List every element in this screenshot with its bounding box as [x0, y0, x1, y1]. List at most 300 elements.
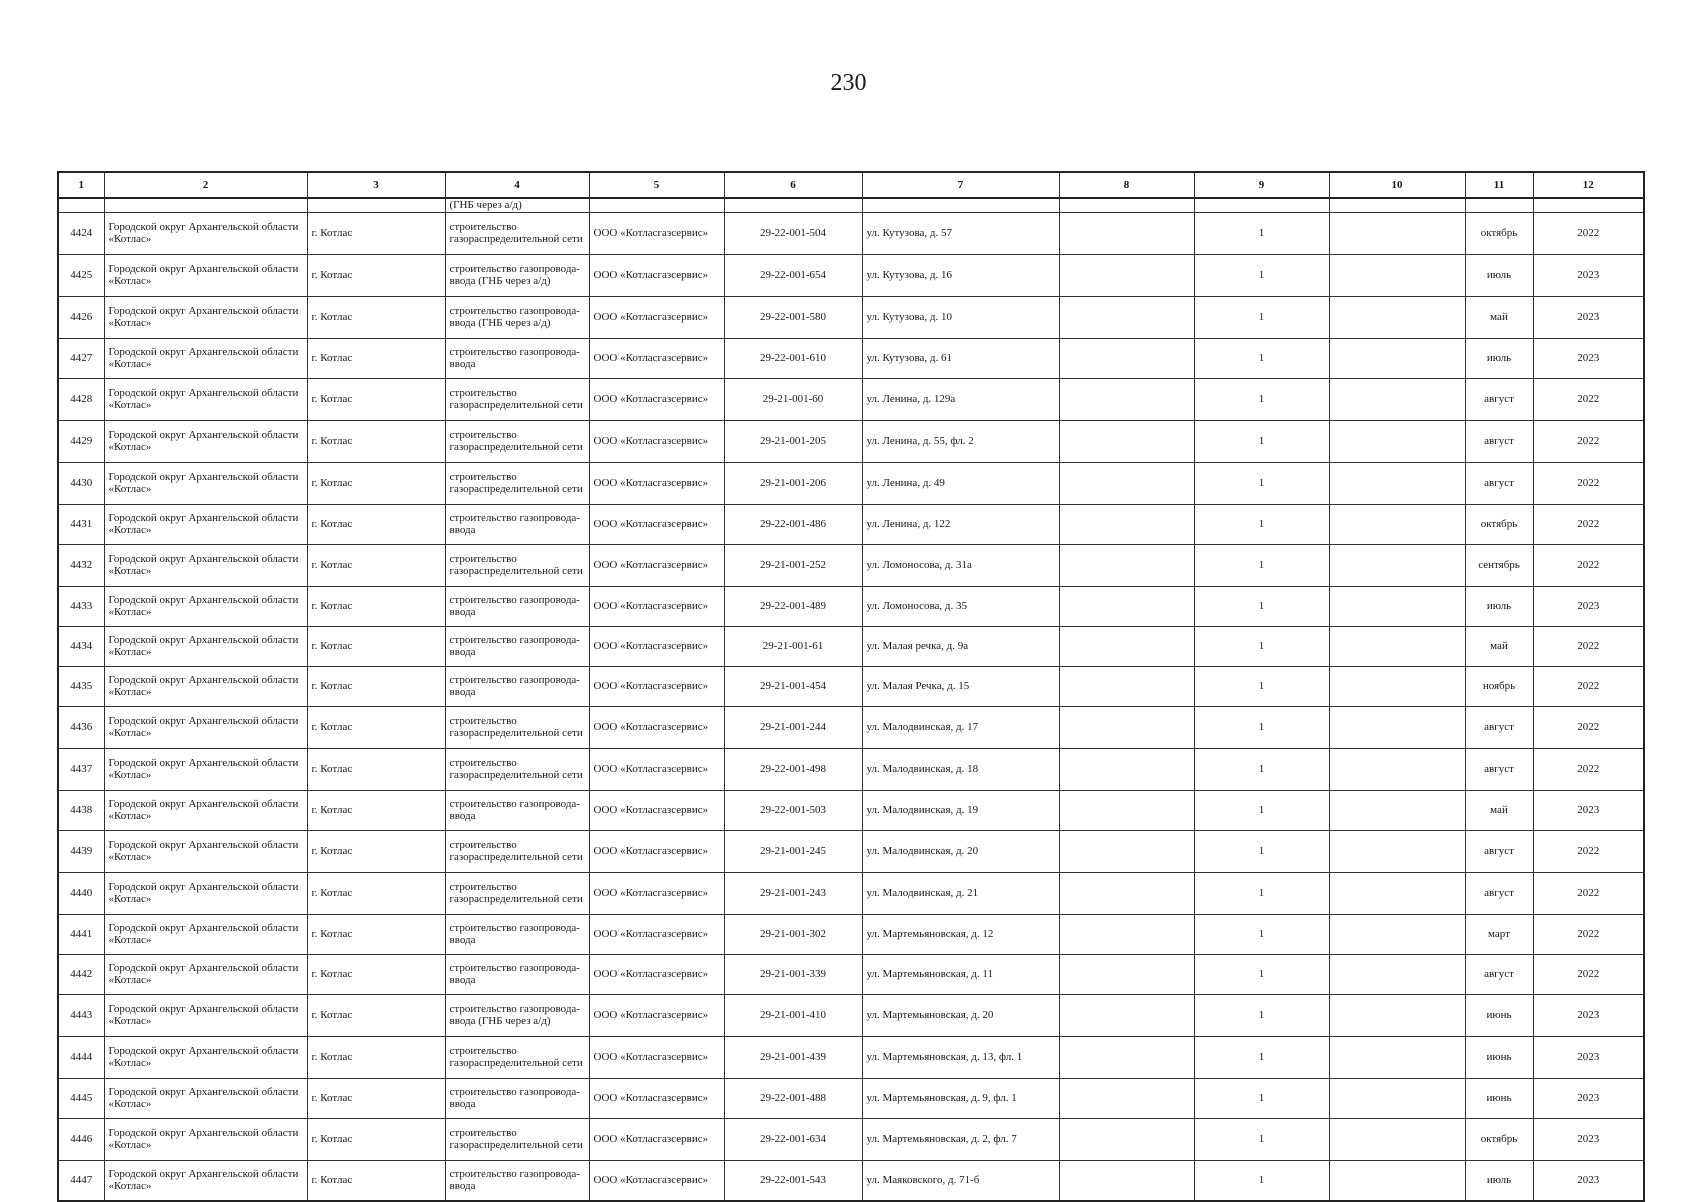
- address-cell: ул. Ленина, д. 129а: [862, 378, 1059, 420]
- object-code-cell: 29-21-001-339: [724, 954, 862, 994]
- work-type-cell: строительство газопровода-ввода: [445, 338, 589, 378]
- organization-cell: ООО «Котласгазсервис»: [589, 748, 724, 790]
- year-cell: 2022: [1533, 420, 1644, 462]
- table-body: [58, 198, 1644, 1201]
- work-type-cell: строительство газопровода-ввода: [445, 914, 589, 954]
- table-row: [58, 1118, 1644, 1160]
- quantity-cell: 1: [1194, 254, 1329, 296]
- object-code-cell: 29-22-001-488: [724, 1078, 862, 1118]
- month-cell: июль: [1465, 586, 1533, 626]
- city-cell: г. Котлас: [307, 1160, 445, 1201]
- row-number-cell: 4438: [58, 790, 104, 830]
- city-cell: г. Котлас: [307, 1118, 445, 1160]
- quantity-cell: 1: [1194, 462, 1329, 504]
- month-cell: август: [1465, 830, 1533, 872]
- year-cell: 2022: [1533, 626, 1644, 666]
- district-cell: Городской округ Архангельской области «Котлас»: [104, 504, 307, 544]
- address-cell: ул. Маяковского, д. 71-б: [862, 1160, 1059, 1201]
- col10-cell: [1329, 420, 1465, 462]
- district-cell: Городской округ Архангельской области «Котлас»: [104, 748, 307, 790]
- organization-cell: ООО «Котласгазсервис»: [589, 462, 724, 504]
- quantity-cell: 1: [1194, 1160, 1329, 1201]
- object-code-cell: 29-21-001-245: [724, 830, 862, 872]
- table-row: [58, 994, 1644, 1036]
- object-code-cell: 29-21-001-410: [724, 994, 862, 1036]
- col8-cell: [1059, 378, 1194, 420]
- year-cell: 2022: [1533, 954, 1644, 994]
- col8-cell: [1059, 872, 1194, 914]
- district-cell: Городской округ Архангельской области «Котлас»: [104, 212, 307, 254]
- year-cell: 2023: [1533, 586, 1644, 626]
- row-number-cell: 4426: [58, 296, 104, 338]
- address-cell: ул. Мартемьяновская, д. 12: [862, 914, 1059, 954]
- table-row: [58, 1036, 1644, 1078]
- object-code-cell: 29-21-001-302: [724, 914, 862, 954]
- month-cell: май: [1465, 626, 1533, 666]
- continuation-work-cell: (ГНБ через а/д): [445, 198, 589, 212]
- row-number-cell: 4446: [58, 1118, 104, 1160]
- quantity-cell: 1: [1194, 994, 1329, 1036]
- col10-cell: [1329, 666, 1465, 706]
- month-cell: май: [1465, 790, 1533, 830]
- year-cell: 2022: [1533, 830, 1644, 872]
- year-cell: 2023: [1533, 994, 1644, 1036]
- row-number-cell: 4430: [58, 462, 104, 504]
- organization-cell: ООО «Котласгазсервис»: [589, 1118, 724, 1160]
- month-cell: август: [1465, 420, 1533, 462]
- month-cell: июнь: [1465, 1078, 1533, 1118]
- col8-cell: [1059, 790, 1194, 830]
- row-number-cell: 4442: [58, 954, 104, 994]
- col10-cell: [1329, 1036, 1465, 1078]
- city-cell: г. Котлас: [307, 872, 445, 914]
- work-type-cell: строительство газопровода-ввода (ГНБ через а/д): [445, 994, 589, 1036]
- col8-cell: [1059, 420, 1194, 462]
- address-cell: ул. Ленина, д. 55, фл. 2: [862, 420, 1059, 462]
- work-type-cell: строительство газопровода-ввода: [445, 954, 589, 994]
- year-cell: 2023: [1533, 790, 1644, 830]
- month-cell: июнь: [1465, 994, 1533, 1036]
- city-cell: г. Котлас: [307, 954, 445, 994]
- row-number-cell: 4437: [58, 748, 104, 790]
- address-cell: ул. Ленина, д. 122: [862, 504, 1059, 544]
- work-type-cell: строительство газораспределительной сети: [445, 872, 589, 914]
- header-cell: 5: [589, 172, 724, 198]
- organization-cell: ООО «Котласгазсервис»: [589, 296, 724, 338]
- organization-cell: ООО «Котласгазсервис»: [589, 420, 724, 462]
- row-number-cell: 4443: [58, 994, 104, 1036]
- col8-cell: [1059, 914, 1194, 954]
- col10-cell: [1329, 790, 1465, 830]
- col8-cell: [1059, 212, 1194, 254]
- year-cell: 2022: [1533, 666, 1644, 706]
- district-cell: Городской округ Архангельской области «Котлас»: [104, 954, 307, 994]
- city-cell: г. Котлас: [307, 586, 445, 626]
- year-cell: 2022: [1533, 872, 1644, 914]
- address-cell: ул. Малодвинская, д. 19: [862, 790, 1059, 830]
- quantity-cell: 1: [1194, 748, 1329, 790]
- organization-cell: ООО «Котласгазсервис»: [589, 790, 724, 830]
- organization-cell: ООО «Котласгазсервис»: [589, 954, 724, 994]
- work-type-cell: строительство газораспределительной сети: [445, 378, 589, 420]
- district-cell: Городской округ Архангельской области «Котлас»: [104, 420, 307, 462]
- year-cell: 2023: [1533, 1160, 1644, 1201]
- city-cell: г. Котлас: [307, 830, 445, 872]
- row-number-cell: 4444: [58, 1036, 104, 1078]
- address-cell: ул. Мартемьяновская, д. 2, фл. 7: [862, 1118, 1059, 1160]
- row-number-cell: 4433: [58, 586, 104, 626]
- object-code-cell: 29-21-001-439: [724, 1036, 862, 1078]
- year-cell: 2022: [1533, 378, 1644, 420]
- col10-cell: [1329, 748, 1465, 790]
- address-cell: ул. Ленина, д. 49: [862, 462, 1059, 504]
- quantity-cell: 1: [1194, 1036, 1329, 1078]
- table-row: [58, 378, 1644, 420]
- col8-cell: [1059, 1036, 1194, 1078]
- quantity-cell: 1: [1194, 626, 1329, 666]
- header-cell: 8: [1059, 172, 1194, 198]
- quantity-cell: 1: [1194, 1078, 1329, 1118]
- month-cell: сентябрь: [1465, 544, 1533, 586]
- quantity-cell: 1: [1194, 296, 1329, 338]
- district-cell: Городской округ Архангельской области «Котлас»: [104, 914, 307, 954]
- work-type-cell: строительство газораспределительной сети: [445, 544, 589, 586]
- city-cell: г. Котлас: [307, 914, 445, 954]
- row-number-cell: 4441: [58, 914, 104, 954]
- col10-cell: [1329, 212, 1465, 254]
- work-type-cell: строительство газораспределительной сети: [445, 212, 589, 254]
- row-number-cell: 4445: [58, 1078, 104, 1118]
- row-number-cell: 4427: [58, 338, 104, 378]
- address-cell: ул. Мартемьяновская, д. 20: [862, 994, 1059, 1036]
- col10-cell: [1329, 254, 1465, 296]
- district-cell: Городской округ Архангельской области «Котлас»: [104, 338, 307, 378]
- year-cell: 2022: [1533, 212, 1644, 254]
- year-cell: 2022: [1533, 706, 1644, 748]
- col10-cell: [1329, 994, 1465, 1036]
- col10-cell: [1329, 872, 1465, 914]
- month-cell: июль: [1465, 338, 1533, 378]
- address-cell: ул. Малодвинская, д. 18: [862, 748, 1059, 790]
- col8-cell: [1059, 706, 1194, 748]
- organization-cell: ООО «Котласгазсервис»: [589, 1036, 724, 1078]
- row-number-cell: 4428: [58, 378, 104, 420]
- row-number-cell: 4447: [58, 1160, 104, 1201]
- district-cell: Городской округ Архангельской области «Котлас»: [104, 706, 307, 748]
- quantity-cell: 1: [1194, 504, 1329, 544]
- organization-cell: ООО «Котласгазсервис»: [589, 544, 724, 586]
- city-cell: г. Котлас: [307, 462, 445, 504]
- quantity-cell: 1: [1194, 338, 1329, 378]
- col8-cell: [1059, 830, 1194, 872]
- organization-cell: ООО «Котласгазсервис»: [589, 1160, 724, 1201]
- city-cell: г. Котлас: [307, 504, 445, 544]
- month-cell: октябрь: [1465, 212, 1533, 254]
- organization-cell: ООО «Котласгазсервис»: [589, 706, 724, 748]
- work-type-cell: строительство газопровода-ввода: [445, 1160, 589, 1201]
- object-code-cell: 29-22-001-489: [724, 586, 862, 626]
- col8-cell: [1059, 1078, 1194, 1118]
- month-cell: август: [1465, 706, 1533, 748]
- city-cell: г. Котлас: [307, 706, 445, 748]
- city-cell: г. Котлас: [307, 1036, 445, 1078]
- year-cell: 2022: [1533, 914, 1644, 954]
- work-type-cell: строительство газопровода-ввода: [445, 666, 589, 706]
- header-cell: 1: [58, 172, 104, 198]
- object-code-cell: 29-21-001-205: [724, 420, 862, 462]
- quantity-cell: 1: [1194, 830, 1329, 872]
- month-cell: март: [1465, 914, 1533, 954]
- table-row: [58, 626, 1644, 666]
- district-cell: Городской округ Архангельской области «Котлас»: [104, 1160, 307, 1201]
- work-type-cell: строительство газопровода-ввода: [445, 504, 589, 544]
- registry-table: [57, 171, 1645, 1202]
- district-cell: Городской округ Архангельской области «Котлас»: [104, 1036, 307, 1078]
- work-type-cell: строительство газопровода-ввода (ГНБ через а/д): [445, 296, 589, 338]
- organization-cell: ООО «Котласгазсервис»: [589, 504, 724, 544]
- header-cell: 2: [104, 172, 307, 198]
- object-code-cell: 29-22-001-654: [724, 254, 862, 296]
- year-cell: 2022: [1533, 504, 1644, 544]
- year-cell: 2022: [1533, 748, 1644, 790]
- address-cell: ул. Малодвинская, д. 21: [862, 872, 1059, 914]
- col8-cell: [1059, 954, 1194, 994]
- col10-cell: [1329, 830, 1465, 872]
- object-code-cell: 29-21-001-61: [724, 626, 862, 666]
- object-code-cell: 29-22-001-503: [724, 790, 862, 830]
- table-row: [58, 790, 1644, 830]
- col10-cell: [1329, 544, 1465, 586]
- month-cell: октябрь: [1465, 504, 1533, 544]
- organization-cell: ООО «Котласгазсервис»: [589, 1078, 724, 1118]
- work-type-cell: строительство газопровода-ввода: [445, 790, 589, 830]
- col8-cell: [1059, 544, 1194, 586]
- address-cell: ул. Ломоносова, д. 31а: [862, 544, 1059, 586]
- organization-cell: ООО «Котласгазсервис»: [589, 914, 724, 954]
- col8-cell: [1059, 626, 1194, 666]
- organization-cell: ООО «Котласгазсервис»: [589, 338, 724, 378]
- district-cell: Городской округ Архангельской области «Котлас»: [104, 1118, 307, 1160]
- object-code-cell: 29-22-001-543: [724, 1160, 862, 1201]
- year-cell: 2023: [1533, 296, 1644, 338]
- object-code-cell: 29-22-001-486: [724, 504, 862, 544]
- work-type-cell: строительство газораспределительной сети: [445, 420, 589, 462]
- col10-cell: [1329, 462, 1465, 504]
- district-cell: Городской округ Архангельской области «Котлас»: [104, 666, 307, 706]
- quantity-cell: 1: [1194, 790, 1329, 830]
- district-cell: Городской округ Архангельской области «Котлас»: [104, 254, 307, 296]
- month-cell: июнь: [1465, 1036, 1533, 1078]
- col8-cell: [1059, 748, 1194, 790]
- row-number-cell: 4429: [58, 420, 104, 462]
- quantity-cell: 1: [1194, 954, 1329, 994]
- month-cell: август: [1465, 748, 1533, 790]
- object-code-cell: 29-21-001-454: [724, 666, 862, 706]
- address-cell: ул. Кутузова, д. 10: [862, 296, 1059, 338]
- table-row: [58, 504, 1644, 544]
- col8-cell: [1059, 994, 1194, 1036]
- col10-cell: [1329, 296, 1465, 338]
- address-cell: ул. Ломоносова, д. 35: [862, 586, 1059, 626]
- organization-cell: ООО «Котласгазсервис»: [589, 830, 724, 872]
- organization-cell: ООО «Котласгазсервис»: [589, 378, 724, 420]
- table-row: [58, 914, 1644, 954]
- col10-cell: [1329, 378, 1465, 420]
- quantity-cell: 1: [1194, 1118, 1329, 1160]
- col8-cell: [1059, 1160, 1194, 1201]
- row-number-cell: 4431: [58, 504, 104, 544]
- work-type-cell: строительство газораспределительной сети: [445, 748, 589, 790]
- row-number-cell: 4435: [58, 666, 104, 706]
- district-cell: Городской округ Архангельской области «Котлас»: [104, 872, 307, 914]
- row-number-cell: 4439: [58, 830, 104, 872]
- address-cell: ул. Кутузова, д. 16: [862, 254, 1059, 296]
- col8-cell: [1059, 666, 1194, 706]
- organization-cell: ООО «Котласгазсервис»: [589, 586, 724, 626]
- row-number-cell: 4436: [58, 706, 104, 748]
- object-code-cell: 29-21-001-206: [724, 462, 862, 504]
- header-cell: 10: [1329, 172, 1465, 198]
- quantity-cell: 1: [1194, 706, 1329, 748]
- object-code-cell: 29-22-001-498: [724, 748, 862, 790]
- city-cell: г. Котлас: [307, 296, 445, 338]
- address-cell: ул. Малая речка, д. 9а: [862, 626, 1059, 666]
- work-type-cell: строительство газораспределительной сети: [445, 462, 589, 504]
- work-type-cell: строительство газопровода-ввода: [445, 626, 589, 666]
- object-code-cell: 29-22-001-634: [724, 1118, 862, 1160]
- col10-cell: [1329, 706, 1465, 748]
- table-row: [58, 666, 1644, 706]
- row-number-cell: 4434: [58, 626, 104, 666]
- table-row: [58, 254, 1644, 296]
- address-cell: ул. Мартемьяновская, д. 11: [862, 954, 1059, 994]
- header-cell: 9: [1194, 172, 1329, 198]
- city-cell: г. Котлас: [307, 420, 445, 462]
- organization-cell: ООО «Котласгазсервис»: [589, 994, 724, 1036]
- district-cell: Городской округ Архангельской области «Котлас»: [104, 1078, 307, 1118]
- col8-cell: [1059, 254, 1194, 296]
- month-cell: май: [1465, 296, 1533, 338]
- address-cell: ул. Малодвинская, д. 20: [862, 830, 1059, 872]
- table-row: [58, 338, 1644, 378]
- year-cell: 2023: [1533, 1036, 1644, 1078]
- header-row: [58, 172, 1644, 198]
- work-type-cell: строительство газопровода-ввода: [445, 1078, 589, 1118]
- quantity-cell: 1: [1194, 914, 1329, 954]
- col8-cell: [1059, 1118, 1194, 1160]
- city-cell: г. Котлас: [307, 790, 445, 830]
- month-cell: август: [1465, 378, 1533, 420]
- work-type-cell: строительство газопровода-ввода: [445, 586, 589, 626]
- col10-cell: [1329, 1118, 1465, 1160]
- work-type-cell: строительство газораспределительной сети: [445, 1036, 589, 1078]
- header-cell: 4: [445, 172, 589, 198]
- col10-cell: [1329, 1160, 1465, 1201]
- table-row: [58, 296, 1644, 338]
- work-type-cell: строительство газораспределительной сети: [445, 706, 589, 748]
- quantity-cell: 1: [1194, 420, 1329, 462]
- quantity-cell: 1: [1194, 212, 1329, 254]
- table-row: [58, 1160, 1644, 1201]
- year-cell: 2022: [1533, 462, 1644, 504]
- district-cell: Городской округ Архангельской области «Котлас»: [104, 586, 307, 626]
- col10-cell: [1329, 914, 1465, 954]
- work-type-cell: строительство газораспределительной сети: [445, 1118, 589, 1160]
- city-cell: г. Котлас: [307, 748, 445, 790]
- col8-cell: [1059, 296, 1194, 338]
- city-cell: г. Котлас: [307, 338, 445, 378]
- city-cell: г. Котлас: [307, 544, 445, 586]
- month-cell: июль: [1465, 1160, 1533, 1201]
- district-cell: Городской округ Архангельской области «Котлас»: [104, 296, 307, 338]
- object-code-cell: 29-21-001-60: [724, 378, 862, 420]
- table-row: [58, 462, 1644, 504]
- month-cell: август: [1465, 462, 1533, 504]
- col8-cell: [1059, 504, 1194, 544]
- month-cell: ноябрь: [1465, 666, 1533, 706]
- quantity-cell: 1: [1194, 586, 1329, 626]
- table-row: [58, 420, 1644, 462]
- year-cell: 2023: [1533, 254, 1644, 296]
- city-cell: г. Котлас: [307, 254, 445, 296]
- district-cell: Городской округ Архангельской области «Котлас»: [104, 790, 307, 830]
- work-type-cell: строительство газораспределительной сети: [445, 830, 589, 872]
- table-row: [58, 830, 1644, 872]
- city-cell: г. Котлас: [307, 994, 445, 1036]
- district-cell: Городской округ Архангельской области «Котлас»: [104, 462, 307, 504]
- city-cell: г. Котлас: [307, 378, 445, 420]
- object-code-cell: 29-21-001-243: [724, 872, 862, 914]
- district-cell: Городской округ Архангельской области «Котлас»: [104, 626, 307, 666]
- year-cell: 2023: [1533, 1118, 1644, 1160]
- table-row: [58, 872, 1644, 914]
- row-number-cell: 4424: [58, 212, 104, 254]
- table-row: [58, 586, 1644, 626]
- table-row: [58, 954, 1644, 994]
- city-cell: г. Котлас: [307, 626, 445, 666]
- address-cell: ул. Малая Речка, д. 15: [862, 666, 1059, 706]
- month-cell: октябрь: [1465, 1118, 1533, 1160]
- object-code-cell: 29-22-001-580: [724, 296, 862, 338]
- header-cell: 6: [724, 172, 862, 198]
- work-type-cell: строительство газопровода-ввода (ГНБ через а/д): [445, 254, 589, 296]
- city-cell: г. Котлас: [307, 1078, 445, 1118]
- month-cell: август: [1465, 954, 1533, 994]
- table-row: [58, 212, 1644, 254]
- col10-cell: [1329, 338, 1465, 378]
- col10-cell: [1329, 504, 1465, 544]
- address-cell: ул. Мартемьяновская, д. 13, фл. 1: [862, 1036, 1059, 1078]
- address-cell: ул. Кутузова, д. 57: [862, 212, 1059, 254]
- organization-cell: ООО «Котласгазсервис»: [589, 254, 724, 296]
- organization-cell: ООО «Котласгазсервис»: [589, 666, 724, 706]
- address-cell: ул. Мартемьяновская, д. 9, фл. 1: [862, 1078, 1059, 1118]
- col10-cell: [1329, 954, 1465, 994]
- row-number-cell: 4425: [58, 254, 104, 296]
- year-cell: 2022: [1533, 544, 1644, 586]
- col10-cell: [1329, 626, 1465, 666]
- organization-cell: ООО «Котласгазсервис»: [589, 212, 724, 254]
- table-header: [58, 172, 1644, 198]
- month-cell: август: [1465, 872, 1533, 914]
- col8-cell: [1059, 338, 1194, 378]
- district-cell: Городской округ Архангельской области «Котлас»: [104, 378, 307, 420]
- address-cell: ул. Малодвинская, д. 17: [862, 706, 1059, 748]
- col8-cell: [1059, 462, 1194, 504]
- object-code-cell: 29-22-001-610: [724, 338, 862, 378]
- quantity-cell: 1: [1194, 378, 1329, 420]
- month-cell: июль: [1465, 254, 1533, 296]
